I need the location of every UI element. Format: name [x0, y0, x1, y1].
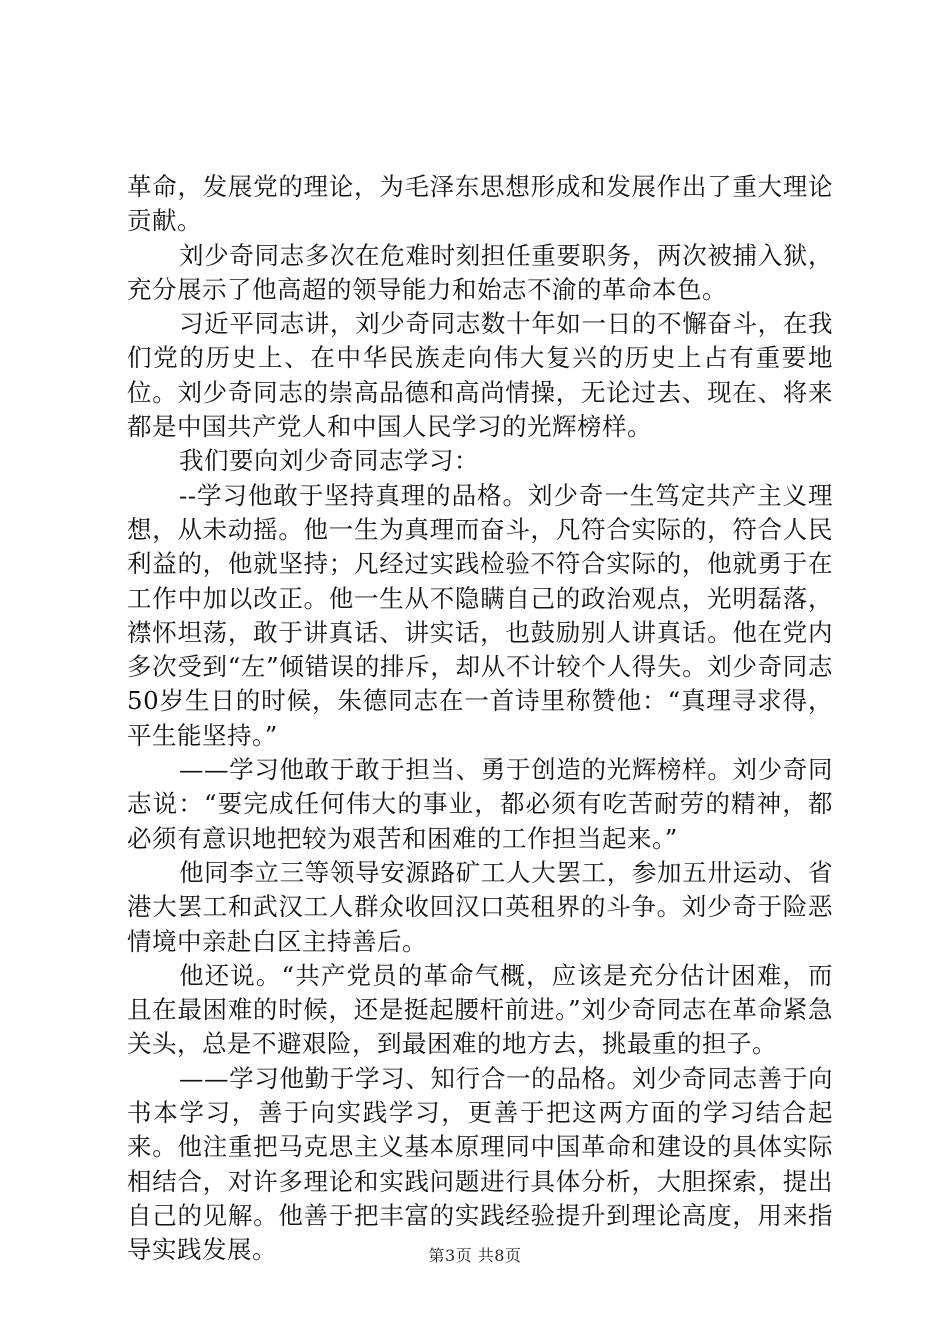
paragraph: 我们要向刘少奇同志学习： [179, 446, 479, 476]
document-body [127, 170, 833, 1268]
paragraph: ——学习他勤于学习、知行合一的品格。刘少奇同志善于向书本学习，善于向实践学习，更善于把这两方面的学习结合起来。他注重把马克思主义基本原理同中国革命和建设的具体实际相结合，对许多理论和实践问题进行具体分析，大胆探索，提出自己的见解。他善于把丰富的实践经验提升到理论高度，用来指导实践发展。 [127, 1063, 833, 1265]
paragraph: 刘少奇同志多次在危难时刻担任重要职务，两次被捕入狱，充分展示了他高超的领导能力和始志不渝的革命本色。 [127, 240, 833, 304]
paragraph: --学习他敢于坚持真理的品格。刘少奇一生笃定共产主义理想，从未动摇。他一生为真理而奋斗，凡符合实际的，符合人民利益的，他就坚持；凡经过实践检验不符合实际的，他就勇于在工作中加以改正。他一生从不隐瞒自己的政治观点，光明磊落，襟怀坦荡，敢于讲真话、讲实话，也鼓励别人讲真话。他在党内多次受到“左”倾错误的排斥，却从不计较个人得失。刘少奇同志50岁生日的时候，朱德同志在一首诗里称赞他：“真理寻求得，平生能坚持。” [127, 480, 833, 750]
paragraph: 他同李立三等领导安源路矿工人大罢工，参加五卅运动、省港大罢工和武汉工人群众收回汉口英租界的斗争。刘少奇于险恶情境中亲赴白区主持善后。 [127, 857, 833, 956]
paragraph: 他还说。“共产党员的革命气概，应该是充分估计困难，而且在最困难的时候，还是挺起腰杆前进。”刘少奇同志在革命紧急关头，总是不避艰险，到最困难的地方去，挑最重的担子。 [127, 960, 833, 1059]
paragraph: ——学习他敢于敢于担当、勇于创造的光辉榜样。刘少奇同志说：“要完成任何伟大的事业，都必须有吃苦耐劳的精神，都必须有意识地把较为艰苦和困难的工作担当起来。” [127, 755, 833, 853]
paragraph: 习近平同志讲，刘少奇同志数十年如一日的不懈奋斗，在我们党的历史上、在中华民族走向伟大复兴的历史上占有重要地位。刘少奇同志的崇高品德和高尚情操，无论过去、现在、将来都是中国共产党人和中国人民学习的光辉榜样。 [127, 309, 833, 442]
page-number-footer: 第3页 共8页 [428, 1246, 522, 1265]
paragraph-continuation: 革命，发展党的理论，为毛泽东思想形成和发展作出了重大理论贡献。 [127, 172, 833, 236]
